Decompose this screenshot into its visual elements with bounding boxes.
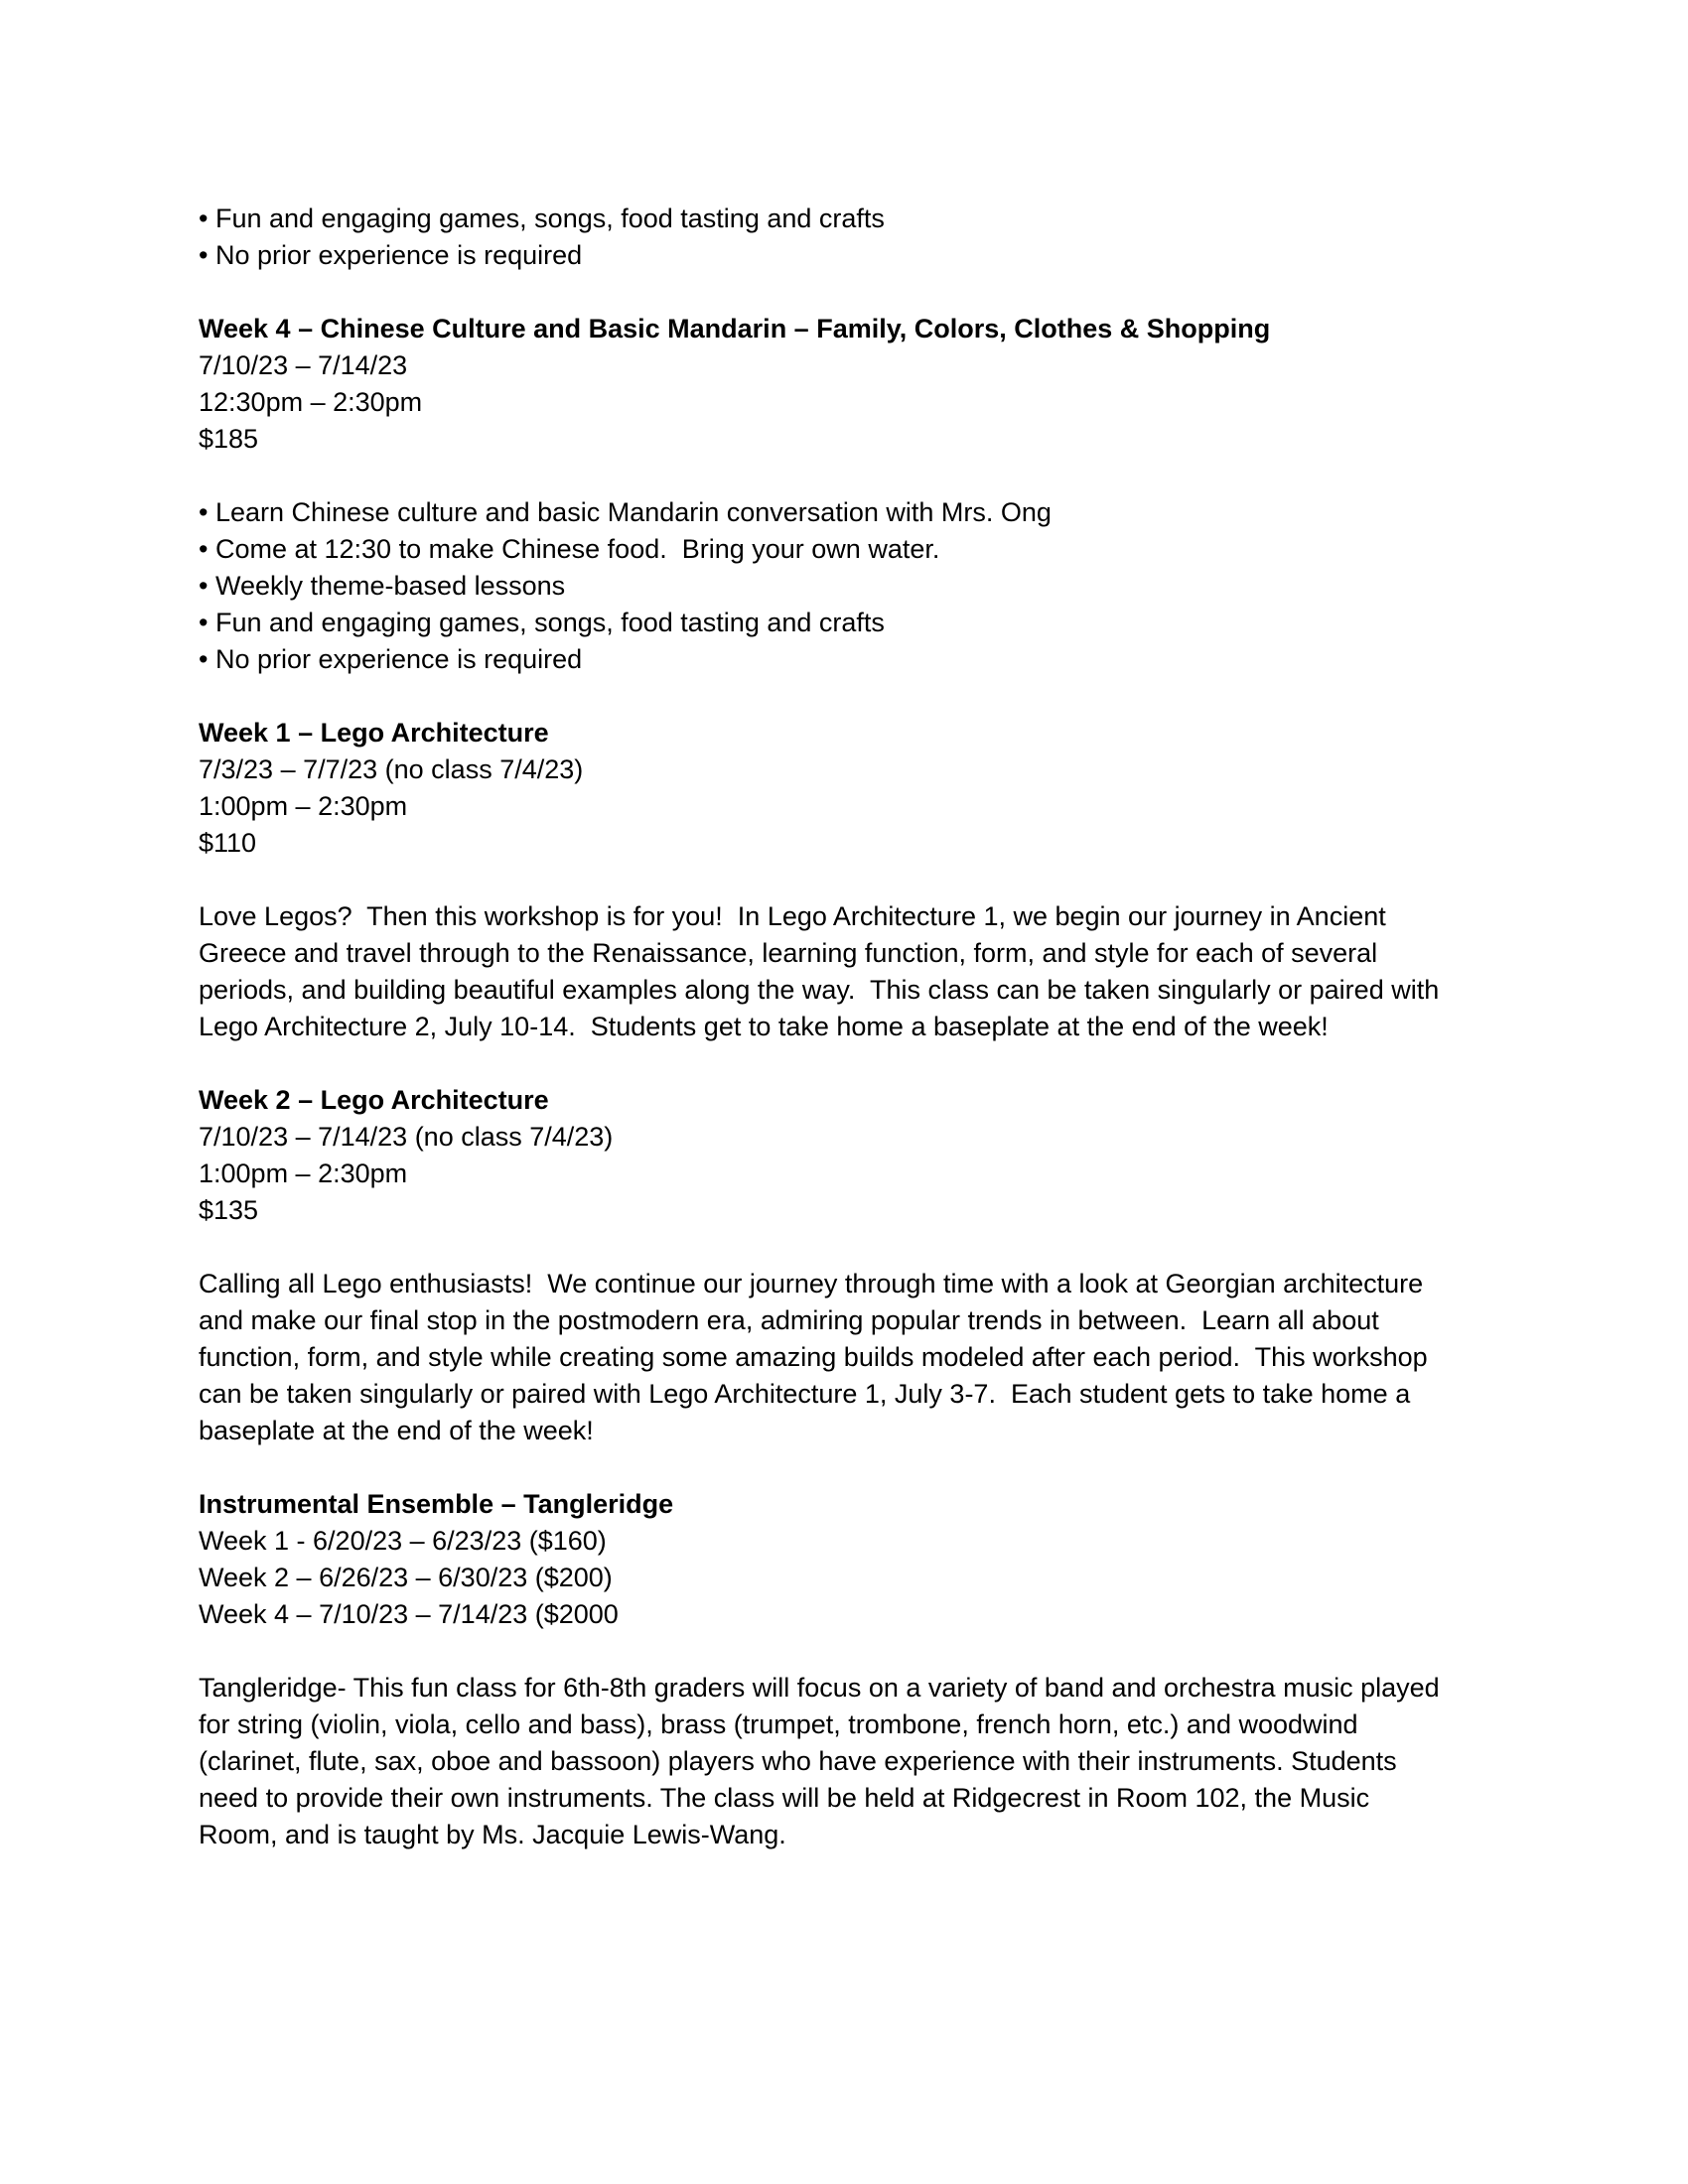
class-dates: 7/10/23 – 7/14/23 (no class 7/4/23): [199, 1122, 614, 1152]
description-line: Tangleridge- This fun class for 6th-8th graders will focus on a variety of band and orchestra music played: [199, 1673, 1440, 1703]
description-line: Love Legos? Then this workshop is for you! In Lego Architecture 1, we begin our journey in Ancient: [199, 901, 1386, 931]
list-item: • Come at 12:30 to make Chinese food. Bring your own water.: [199, 534, 940, 564]
description-line: function, form, and style while creating some amazing builds modeled after each period. This workshop: [199, 1342, 1428, 1372]
class-price: $110: [199, 828, 257, 858]
description-line: Greece and travel through to the Renaissance, learning function, form, and style for each of several: [199, 938, 1378, 968]
description-line: baseplate at the end of the week!: [199, 1416, 594, 1445]
description-line: Calling all Lego enthusiasts! We continue our journey through time with a look at Georgian architecture: [199, 1269, 1424, 1298]
class-price: $135: [199, 1195, 259, 1225]
week-schedule: Week 4 – 7/10/23 – 7/14/23 ($2000: [199, 1599, 619, 1629]
description-line: can be taken singularly or paired with Lego Architecture 1, July 3-7. Each student gets to take home a: [199, 1379, 1411, 1409]
intro-bullet-list: [199, 201, 1519, 274]
section-heading: Instrumental Ensemble – Tangleridge: [199, 1489, 674, 1519]
lego-architecture-2-section: [199, 1082, 1519, 1449]
list-item: • Fun and engaging games, songs, food tasting and crafts: [199, 608, 885, 637]
section-heading: Week 4 – Chinese Culture and Basic Mandarin – Family, Colors, Clothes & Shopping: [199, 314, 1271, 343]
document-page: [199, 201, 1519, 1853]
description-line: (clarinet, flute, sax, oboe and bassoon) players who have experience with their instruments. Students: [199, 1746, 1397, 1776]
section-heading: Week 2 – Lego Architecture: [199, 1085, 549, 1115]
instrumental-ensemble-section: [199, 1486, 1519, 1853]
class-time: 12:30pm – 2:30pm: [199, 387, 423, 417]
list-item: • Weekly theme-based lessons: [199, 571, 566, 601]
list-item: • Fun and engaging games, songs, food tasting and crafts: [199, 204, 885, 233]
class-dates: 7/3/23 – 7/7/23 (no class 7/4/23): [199, 754, 584, 784]
description-line: Lego Architecture 2, July 10-14. Students get to take home a baseplate at the end of the week!: [199, 1012, 1329, 1041]
list-item: • No prior experience is required: [199, 644, 583, 674]
class-dates: 7/10/23 – 7/14/23: [199, 350, 408, 380]
class-price: $185: [199, 424, 259, 454]
class-time: 1:00pm – 2:30pm: [199, 791, 408, 821]
description-line: and make our final stop in the postmodern era, admiring popular trends in between. Learn all about: [199, 1305, 1379, 1335]
week-schedule: Week 1 - 6/20/23 – 6/23/23 ($160): [199, 1526, 607, 1556]
description-line: for string (violin, viola, cello and bass), brass (trumpet, trombone, french horn, etc.) and woodwind: [199, 1709, 1358, 1739]
list-item: • Learn Chinese culture and basic Mandarin conversation with Mrs. Ong: [199, 497, 1052, 527]
section-heading: Week 1 – Lego Architecture: [199, 718, 549, 748]
description-line: Room, and is taught by Ms. Jacquie Lewis-Wang.: [199, 1820, 786, 1849]
lego-architecture-1-section: [199, 715, 1519, 1045]
description-line: need to provide their own instruments. The class will be held at Ridgecrest in Room 102, the Music: [199, 1783, 1370, 1813]
list-item: • No prior experience is required: [199, 240, 583, 270]
class-time: 1:00pm – 2:30pm: [199, 1159, 408, 1188]
week-schedule: Week 2 – 6/26/23 – 6/30/23 ($200): [199, 1563, 613, 1592]
description-line: periods, and building beautiful examples along the way. This class can be taken singularly or paired with: [199, 975, 1440, 1005]
mandarin-section: [199, 311, 1519, 678]
